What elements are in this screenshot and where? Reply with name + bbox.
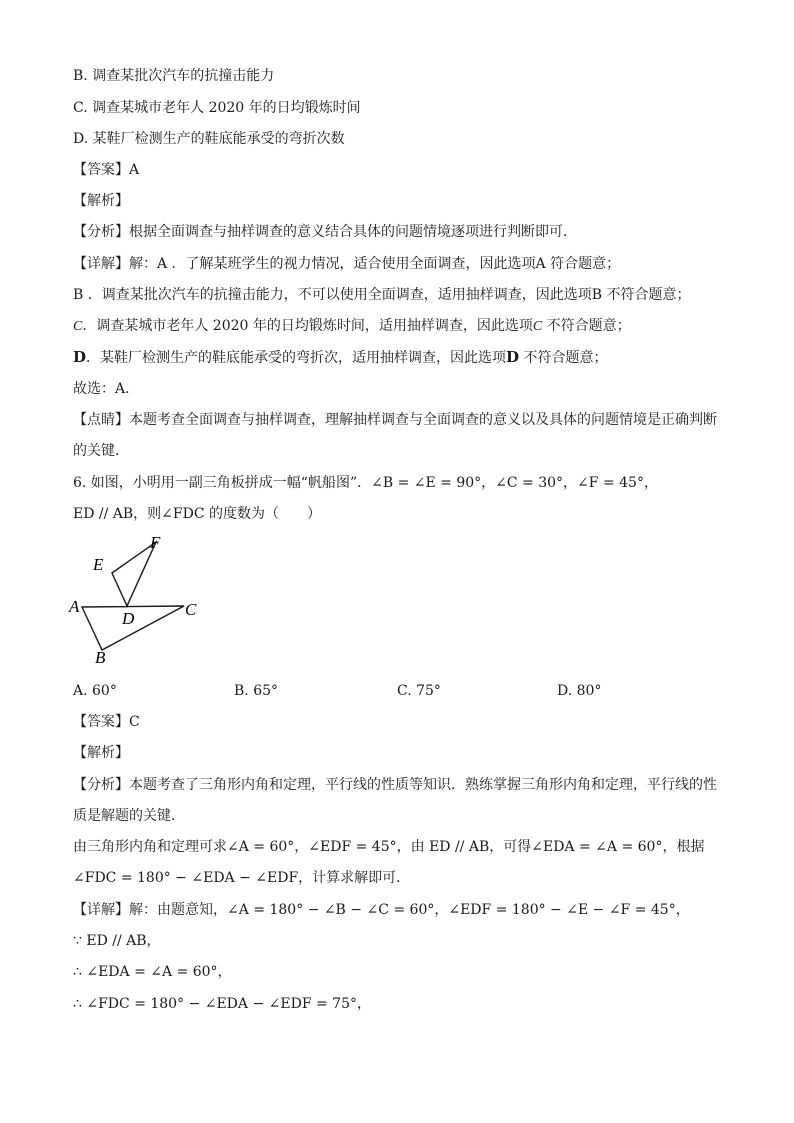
option-d-text: D. 某鞋厂检测生产的鞋底能承受的弯折次数: [73, 131, 345, 147]
answer-label: 【答案】A: [73, 162, 140, 178]
choice-b: B. 65°: [234, 683, 279, 699]
label-d: D: [122, 609, 135, 628]
detail-line-c: C．调查某城市老年人 2020 年的日均锻炼时间，适用抽样调查，因此选项C 不符合题意；: [73, 318, 631, 334]
letter-c: C: [73, 319, 83, 334]
choose-line: 故选：A．: [73, 381, 140, 397]
label-f: F: [150, 533, 161, 552]
comment-line-1: 【点睛】本题考查全面调查与抽样调查，理解抽样调查与全面调查的意义以及具体的问题情境是正确判断: [73, 412, 717, 428]
detail2-line-1: 【详解】解：由题意知，∠A = 180° − ∠B − ∠C = 60°，∠EDF = 180° − ∠E − ∠F = 45°，: [73, 902, 690, 918]
choice-a: A. 60°: [73, 683, 117, 699]
detail2-line-2: ∵ ED // AB，: [73, 933, 161, 949]
label-a: A: [69, 597, 80, 616]
label-c: C: [185, 600, 197, 619]
choice-d: D. 80°: [557, 683, 602, 699]
detail-line-b: B ．调查某批次汽车的抗撞击能力，不可以使用全面调查，适用抽样调查，因此选项B 不符合题意；: [73, 287, 691, 303]
choice-c: C. 75°: [397, 683, 441, 699]
detail2-line-3: ∴ ∠EDA = ∠A = 60°，: [73, 964, 232, 980]
option-c-text: C. 调查某城市老年人 2020 年的日均锻炼时间: [73, 100, 361, 116]
analysis2-line-2: 质是解题的关键．: [73, 808, 185, 824]
letter-d-bold: D: [506, 348, 520, 366]
answer-label-2: 【答案】C: [73, 714, 140, 730]
detail2-line-4: ∴ ∠FDC = 180° − ∠EDA − ∠EDF = 75°，: [73, 996, 371, 1012]
analysis-label-2: 【解析】: [73, 745, 129, 761]
analysis2-line-4: ∠FDC = 180° − ∠EDA − ∠EDF，计算求解即可．: [73, 870, 411, 886]
letter-c-italic: C: [532, 319, 543, 334]
analysis2-line-3: 由三角形内角和定理可求∠A = 60°，∠EDF = 45°，由 ED // AB，可得∠EDA = ∠A = 60°，根据: [73, 839, 705, 855]
option-b-text: B. 调查某批次汽车的抗撞击能力: [73, 68, 275, 84]
analysis-label: 【解析】: [73, 193, 129, 209]
sailboat-figure: [64, 530, 214, 670]
question-6-line-1: 6. 如图，小明用一副三角板拼成一幅“帆船图”．∠B = ∠E = 90°，∠C = 30°，∠F = 45°，: [73, 475, 658, 491]
analysis2-line-1: 【分析】本题考查了三角形内角和定理，平行线的性质等知识．熟练掌握三角形内角和定理，平行线的性: [73, 777, 717, 793]
question-6-line-2: ED // AB，则∠FDC 的度数为（ ）: [73, 506, 322, 522]
analysis-text: 【分析】根据全面调查与抽样调查的意义结合具体的问题情境逐项进行判断即可．: [73, 224, 577, 240]
comment-line-2: 的关键．: [73, 443, 129, 459]
label-e: E: [93, 555, 104, 574]
detail-line-d: D．某鞋厂检测生产的鞋底能承受的弯折次，适用抽样调查，因此选项D 不符合题意；: [73, 348, 608, 366]
detail-line-a: 【详解】解：A ．了解某班学生的视力情况，适合使用全面调查，因此选项A 符合题意；: [73, 256, 621, 272]
label-b: B: [95, 648, 106, 667]
letter-d: D: [73, 348, 87, 366]
